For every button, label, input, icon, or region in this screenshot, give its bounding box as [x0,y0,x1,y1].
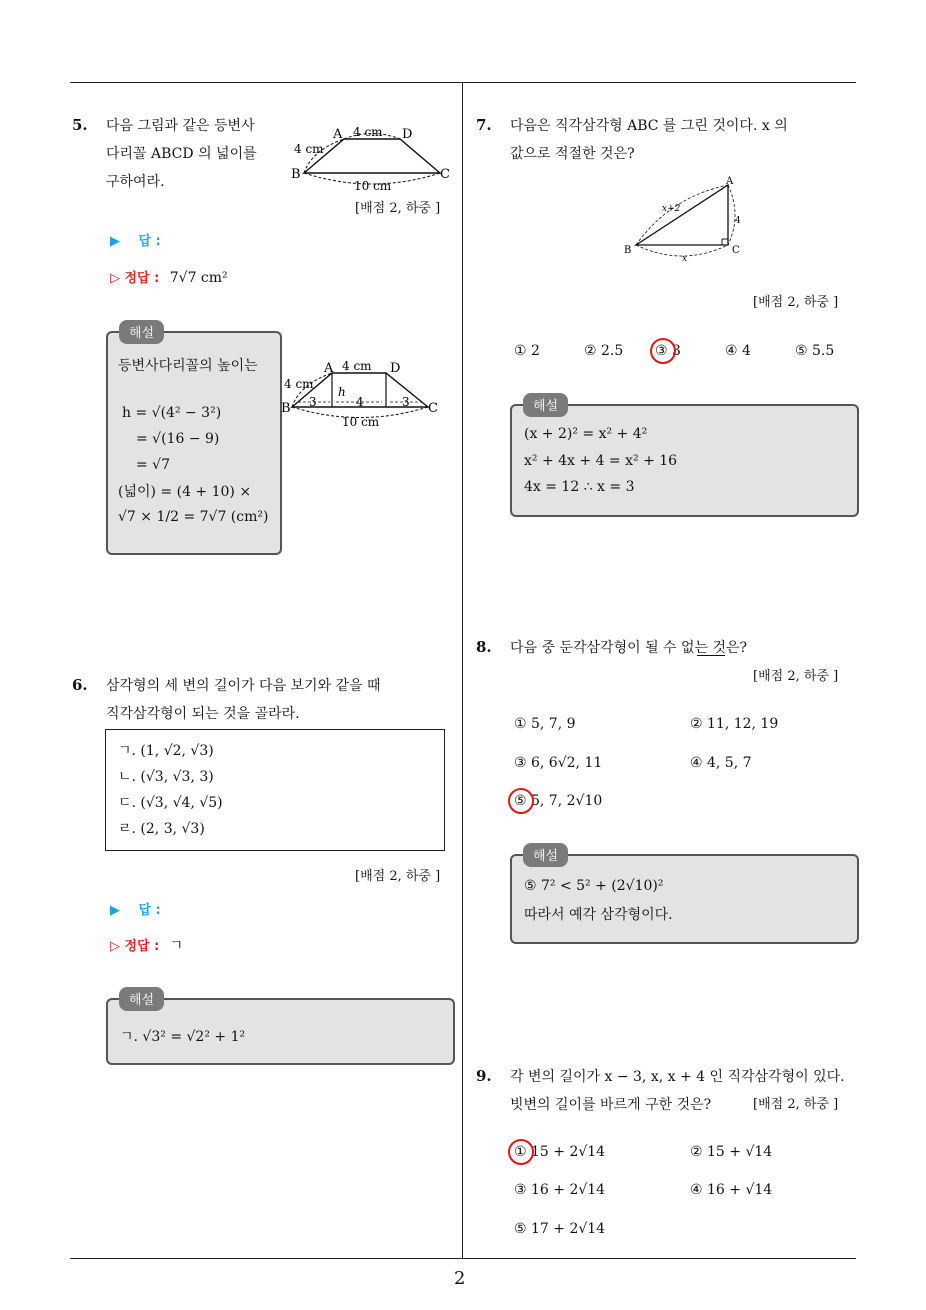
correct-answer-value: ㄱ [169,938,184,954]
option-2[interactable]: ② 2.5 [584,343,624,359]
score-label: [배점 2, 하중 ] [753,669,839,684]
question-text: 다음 중 둔각삼각형이 될 수 없는 것은? [510,640,748,656]
explanation-line: = √(16 − 9) [136,431,220,447]
top-length-label: 4 cm [342,359,372,373]
question-text-line: 다음 그림과 같은 등변사 [106,118,255,134]
explanation-line: (x + 2)² = x² + 4² [524,426,648,442]
question-text-line: 직각삼각형이 되는 것을 골라라. [106,706,300,722]
hypotenuse-label: x+2 [662,204,681,214]
correct-arrow-icon: ▷ [110,271,120,286]
choices-box [105,729,445,851]
height-label: h [338,385,346,399]
question-text-line: 구하여라. [106,174,165,190]
question-number: 9. [476,1067,492,1085]
explanation-line: 4x = 12 ∴ x = 3 [524,479,635,495]
option-5[interactable]: ⑤ 5.5 [795,343,835,359]
option-5[interactable]: ⑤ 17 + 2√14 [514,1221,606,1237]
explanation-line: √7 × 1/2 = 7√7 (cm²) [118,509,269,525]
selected-answer-mark [650,338,676,364]
vertex-label-c: C [732,245,740,256]
vertex-label-a: A [324,361,334,376]
answer-label: 답 : [138,903,161,918]
top-length-label: 4 cm [353,125,383,139]
side-length-label: 4 cm [294,142,324,156]
explanation-box [510,854,859,944]
vertex-label-c: C [428,401,438,416]
vertex-label-d: D [402,127,413,142]
answer-row [110,230,161,249]
score-label: [배점 2, 하중 ] [355,201,441,216]
bottom-length-label: 10 cm [354,179,392,193]
vertex-label-b: B [281,401,291,416]
option-1[interactable]: ① 5, 7, 9 [514,716,576,732]
vertex-label-b: B [291,167,301,182]
explanation-line: (넓이) = (4 + 10) × [118,484,252,500]
correct-answer-row [110,935,183,955]
side-length-label: 4 cm [284,377,314,391]
segment-label: 3 [402,395,410,409]
selected-answer-mark [508,788,534,814]
correct-answer-label: 정답 : [124,271,160,286]
option-1[interactable]: ① 2 [514,343,540,359]
explanation-line: 등변사다리꼴의 높이는 [118,358,258,374]
answer-arrow-icon: ▶ [110,234,120,249]
explanation-tag: 해설 [119,320,164,344]
explanation-line: ⑤ 7² < 5² + (2√10)² [524,878,664,894]
explanation-tag: 해설 [523,843,568,867]
question-text-line: 각 변의 길이가 x − 3, x, x + 4 인 직각삼각형이 있다. [510,1069,845,1085]
trapezoid-figure [288,120,458,200]
explanation-line: ㄱ. √3² = √2² + 1² [120,1029,246,1045]
explanation-line: = √7 [136,457,171,473]
page-number: 2 [454,1268,466,1289]
right-triangle-figure [620,175,750,265]
score-label: [배점 2, 하중 ] [355,869,441,884]
segment-label: 3 [309,395,317,409]
underline-mark [697,655,725,656]
answer-label: 답 : [138,234,161,249]
question-number: 6. [72,676,88,694]
explanation-box [106,331,282,555]
question-number: 7. [476,116,492,134]
correct-answer-label: 정답 : [124,939,160,954]
question-text-line: 빗변의 길이를 바르게 구한 것은? [510,1097,712,1113]
explanation-line: 따라서 예각 삼각형이다. [524,907,673,923]
option-3[interactable]: ③ 16 + 2√14 [514,1182,606,1198]
bottom-length-label: 10 cm [342,415,380,429]
question-text [106,112,257,196]
question-text-line: 값으로 적절한 것은? [510,146,635,162]
correct-answer-row [110,267,228,286]
option-4[interactable]: ④ 16 + √14 [690,1182,773,1198]
answer-row [110,899,161,918]
vertex-label-d: D [390,361,401,376]
vertex-label-b: B [624,245,632,256]
option-2[interactable]: ② 15 + √14 [690,1144,773,1160]
score-label: [배점 2, 하중 ] [753,1097,839,1112]
option-4[interactable]: ④ 4 [725,343,751,359]
option-5[interactable]: ⑤ 5, 7, 2√10 [514,793,603,809]
explanation-tag: 해설 [119,987,164,1011]
question-text [510,112,788,168]
top-rule [70,82,856,83]
option-2[interactable]: ② 11, 12, 19 [690,716,779,732]
question-text-line: 다리꼴 ABCD 의 넓이를 [106,146,257,162]
trapezoid-height-figure [280,356,450,436]
base-label: x [682,254,688,264]
correct-answer-value: 7√7 cm² [169,270,228,286]
vertex-label-a: A [333,127,343,142]
option-4[interactable]: ④ 4, 5, 7 [690,755,752,771]
explanation-line: h = √(4² − 3²) [122,405,222,421]
explanation-tag: 해설 [523,393,568,417]
choice-item: ㄹ. (2, 3, √3) [118,821,205,837]
choice-item: ㄷ. (√3, √4, √5) [118,795,223,811]
vertex-label-c: C [440,167,450,182]
question-text-line: 다음은 직각삼각형 ABC 를 그린 것이다. x 의 [510,118,788,134]
question-text-line: 삼각형의 세 변의 길이가 다음 보기와 같을 때 [106,678,381,694]
explanation-box [510,404,859,517]
explanation-line: x² + 4x + 4 = x² + 16 [524,453,678,469]
segment-label: 4 [356,395,364,409]
vertex-label-a: A [726,176,734,187]
question-text [106,672,381,728]
option-1[interactable]: ① 15 + 2√14 [514,1144,606,1160]
score-label: [배점 2, 하중 ] [753,295,839,310]
answer-arrow-icon: ▶ [110,903,120,918]
side-label: 4 [735,216,741,226]
option-3[interactable]: ③ 6, 6√2, 11 [514,755,603,771]
choice-item: ㄴ. (√3, √3, 3) [118,769,214,785]
option-3[interactable]: ③ 3 [655,343,681,359]
choice-item: ㄱ. (1, √2, √3) [118,743,214,759]
bottom-rule [70,1258,856,1259]
question-number: 8. [476,638,492,656]
selected-answer-mark [508,1139,534,1165]
question-number: 5. [72,116,88,134]
correct-arrow-icon: ▷ [110,939,120,954]
column-divider [462,83,463,1259]
